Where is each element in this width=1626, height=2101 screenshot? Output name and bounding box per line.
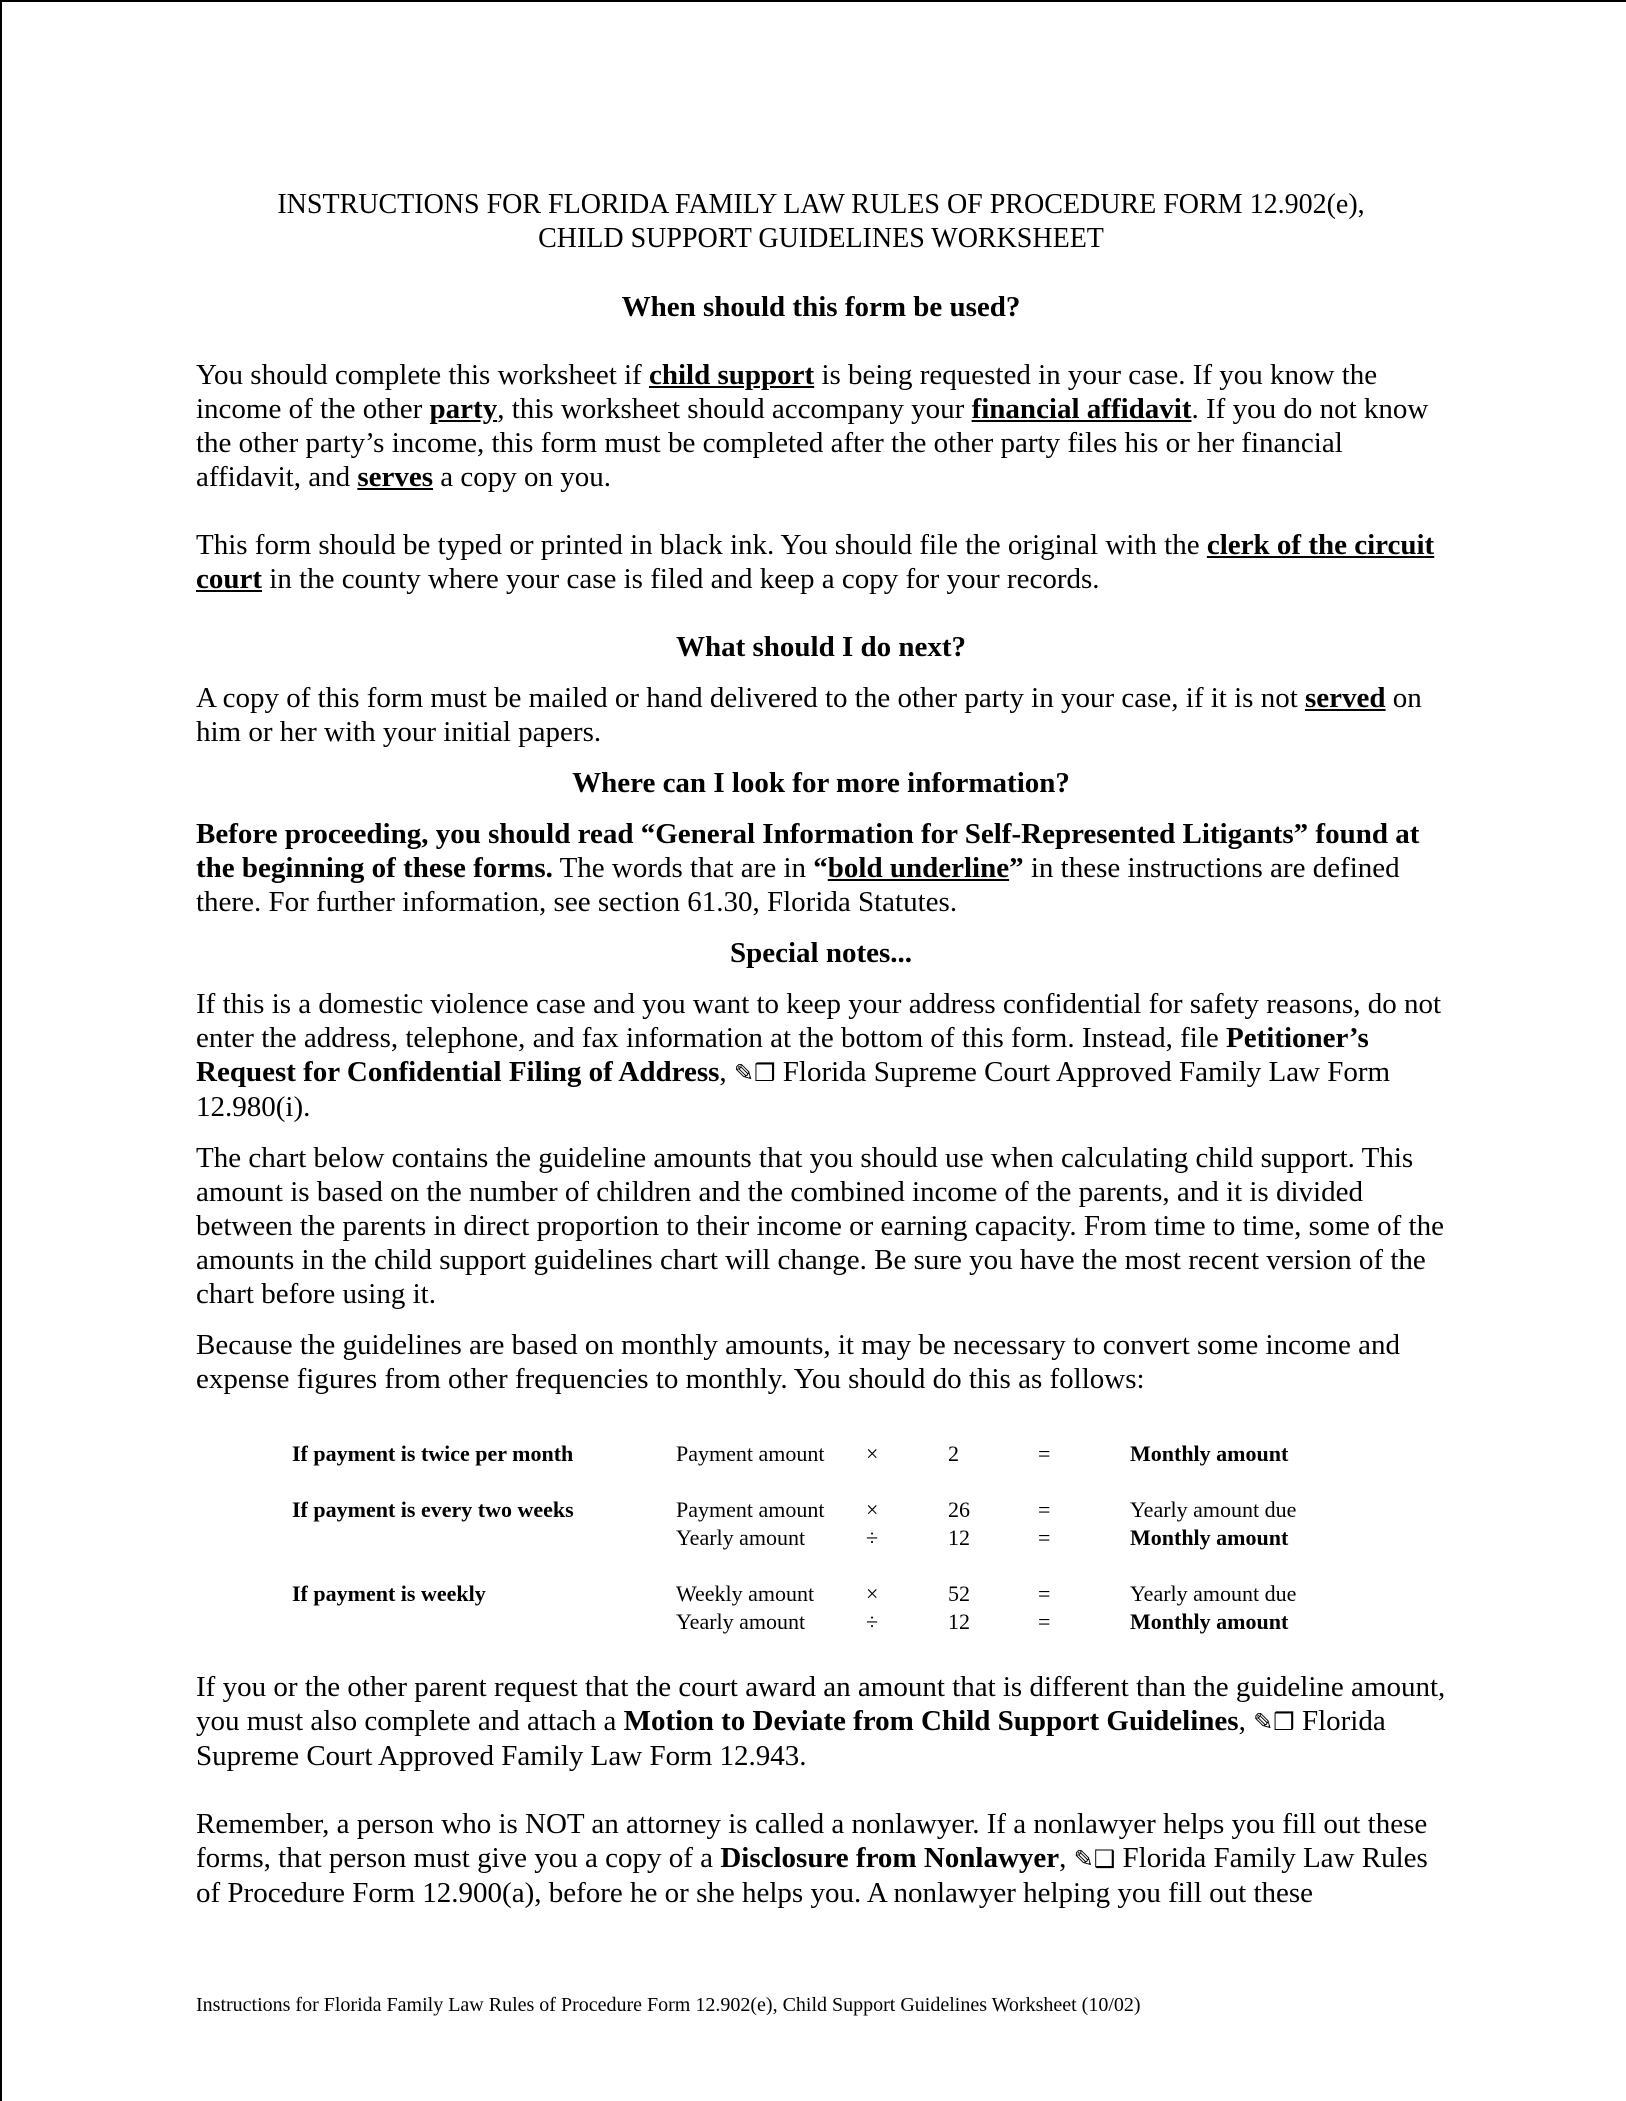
title-line-2: CHILD SUPPORT GUIDELINES WORKSHEET [538,223,1104,254]
heading-special-notes: Special notes... [729,937,913,969]
conversion-label: If payment is twice per month [292,1441,574,1466]
form-name-confidential-address: Petitioner’s Request for Confidential Filing of Address [196,1022,1369,1088]
paragraph-guideline-chart: The chart below contains the guideline amounts that you should use when calculating child support. This amount is based on the number of children and the combined income of the parents, and it is divided between the parents in direct proportion to their income or earning capacity. From time to time, some of the amounts in the child support guidelines chart will change. Be sure you have the most recent version of the chart before using it. [196,1142,1444,1310]
paragraph-monthly-conversion: Because the guidelines are based on monthly amounts, it may be necessary to convert some income and expense figures from other frequencies to monthly. You should do this as follows: [196,1329,1400,1395]
conversion-label: If payment is every two weeks [292,1497,574,1522]
conversion-row: If payment is weekly Weekly amount × 52 = Yearly amount due [292,1581,1297,1606]
conversion-row: If payment is every two weeks Payment amount × 26 = Yearly amount due [292,1497,1297,1522]
document-title [196,188,1446,256]
defined-term-served: served [1305,682,1386,714]
conversion-label: If payment is weekly [292,1581,486,1606]
conversion-row: Yearly amount ÷ 12 = Monthly amount [676,1525,1289,1550]
defined-term-bold-underline: bold underline [827,852,1010,884]
defined-term-clerk-of-circuit-court: clerk of the circuit court [196,529,1435,595]
pencil-form-icon: ✎❑ [1073,1845,1116,1873]
pencil-form-icon: ✎❒ [733,1059,776,1087]
form-name-motion-to-deviate: Motion to Deviate from Child Support Guidelines [623,1705,1239,1737]
defined-term-serves: serves [357,461,434,493]
document-body [196,188,1446,1910]
conversion-table [292,1440,1372,1636]
form-name-disclosure-from-nonlawyer: Disclosure from Nonlawyer [720,1842,1060,1874]
conversion-row: Yearly amount ÷ 12 = Monthly amount [676,1609,1289,1634]
paragraph-motion-to-deviate: If you or the other parent request that the court award an amount that is different than the guideline amount, you must also complete and attach a Motion to Deviate from Child Support Guidelines, ✎❒ Florida Supreme Court Approved Family Law Form 12.943. [196,1671,1446,1772]
heading-more-information: Where can I look for more information? [572,767,1070,799]
defined-term-child-support: child support [648,359,815,391]
paragraph-what-next: A copy of this form must be mailed or hand delivered to the other party in your case, if it is not served on him or her with your initial papers. [196,682,1422,748]
defined-term-party: party [429,393,498,425]
heading-what-next: What should I do next? [675,631,967,663]
paragraph-filing: This form should be typed or printed in black ink. You should file the original with the clerk of the circuit court in the county where your case is filed and keep a copy for your records. [196,529,1435,595]
page-footer: Instructions for Florida Family Law Rules of Procedure Form 12.902(e), Child Support Guidelines Worksheet (10/02) [196,1994,1141,2016]
pencil-form-icon: ✎❒ [1253,1708,1295,1736]
conversion-row: If payment is twice per month Payment amount × 2 = Monthly amount [292,1441,1289,1466]
paragraph-when-used: You should complete this worksheet if child support is being requested in your case. If you know the income of the other party, this worksheet should accompany your financial affidavit. If you do not know the other party’s income, this form must be completed after the other party files his or her financial affidavit, and serves a copy on you. [196,359,1429,493]
paragraph-nonlawyer: Remember, a person who is NOT an attorney is called a nonlawyer. If a nonlawyer helps you fill out these forms, that person must give you a copy of a Disclosure from Nonlawyer, ✎❑ Florida Family Law Rules of Procedure Form 12.900(a), before he or she helps you. A nonlawyer helping you fill out these [196,1808,1428,1909]
paragraph-more-information: Before proceeding, you should read “General Information for Self-Represented Litigants” found at the beginning of these forms. The words that are in “bold underline” in these instructions are defined there. For further information, see section 61.30, Florida Statutes. [196,818,1420,918]
paragraph-domestic-violence: If this is a domestic violence case and you want to keep your address confidential for safety reasons, do not enter the address, telephone, and fax information at the bottom of this form. Instead, file Petitioner’s Request for Confidential Filing of Address, ✎❒ Florida Supreme Court Approved Family Law Form 12.980(i). [196,988,1442,1123]
heading-when-used: When should this form be used? [621,291,1021,323]
defined-term-financial-affidavit: financial affidavit [971,393,1192,425]
title-line-1: INSTRUCTIONS FOR FLORIDA FAMILY LAW RULES OF PROCEDURE FORM 12.902(e), [277,189,1365,220]
